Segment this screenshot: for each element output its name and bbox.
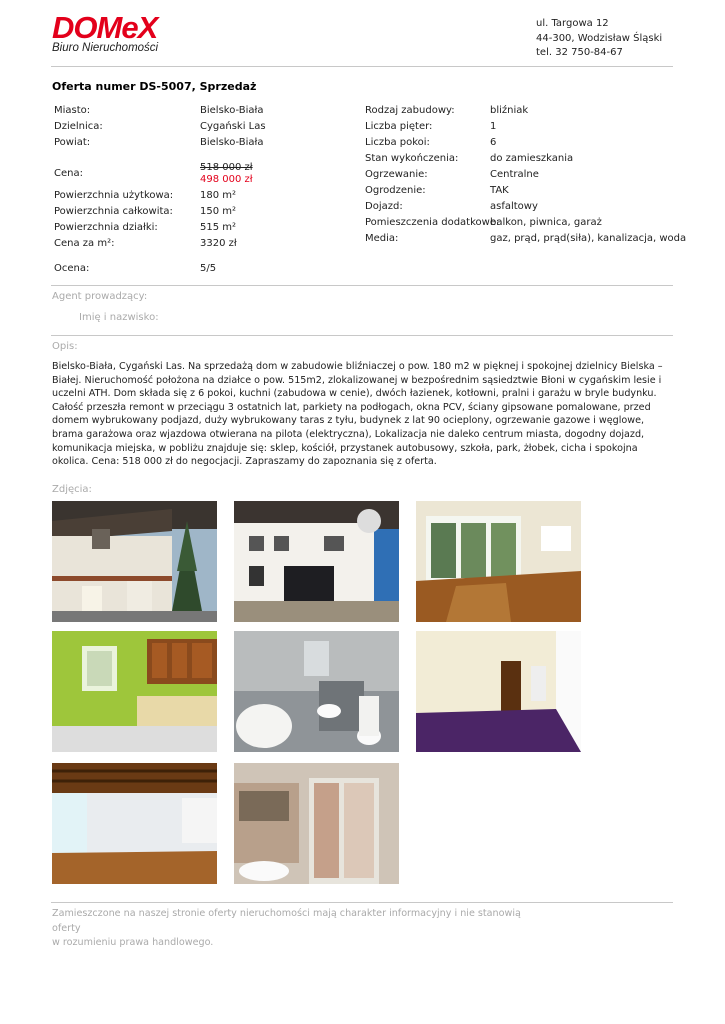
photo-shower[interactable] [234,763,399,884]
divider [51,66,673,67]
detail-label: Powierzchnia działki: [54,222,158,233]
photo-bathroom[interactable] [234,631,399,752]
disclaimer-line: w rozumieniu prawa handlowego. [52,937,214,948]
divider [51,285,673,286]
detail-value: 515 m² [200,222,237,233]
detail-value: Centralne [490,169,539,180]
detail-value: TAK [490,185,509,196]
company-address-line1: ul. Targowa 12 [536,18,609,29]
photo-kitchen[interactable] [52,631,217,752]
legal-disclaimer [52,907,552,951]
detail-value: 6 [490,137,497,148]
rating-value: 5/5 [200,263,217,274]
detail-label: Media: [365,233,399,244]
detail-value: 150 m² [200,206,237,217]
detail-value: 1 [490,121,497,132]
detail-label: Liczba pięter: [365,121,433,132]
description-section-label: Opis: [52,341,78,352]
detail-value: bliźniak [490,105,529,116]
agent-name-label: Imię i nazwisko: [79,312,159,323]
detail-value: do zamieszkania [490,153,574,164]
company-address-line2: 44-300, Wodzisław Śląski [536,32,663,44]
detail-value: Bielsko-Biała [200,137,264,148]
detail-label: Ocena: [54,263,90,274]
logo-subtitle: Biuro Nieruchomości [52,42,159,54]
detail-label: Powierzchnia całkowita: [54,206,173,217]
photo-living-room[interactable] [416,501,581,622]
detail-value: Cygański Las [200,121,266,132]
detail-label: Miasto: [54,105,91,116]
detail-label: Powierzchnia użytkowa: [54,190,174,201]
company-logo [52,12,158,54]
detail-label: Ogrzewanie: [365,169,428,180]
photo-attic-room[interactable] [52,763,217,884]
disclaimer-line: Zamieszczone na naszej stronie oferty nieruchomości mają charakter informacyjny i nie stanowią oferty [52,908,521,934]
company-contact [536,17,662,61]
photo-house-front[interactable] [52,501,217,622]
price-old: 518 000 zł [200,162,253,173]
detail-label: Cena za m²: [54,238,115,249]
detail-value: gaz, prąd, prąd(siła), kanalizacja, woda [490,233,687,244]
detail-label: Liczba pokoi: [365,137,430,148]
detail-value: Bielsko-Biała [200,105,264,116]
description-text: Bielsko-Biała, Cygański Las. Na sprzedażą dom w zabudowie bliźniaczej o pow. 180 m2 w pięknej i spokojnej dzielnicy Bielska – Białej. Nieruchomość położona na działce o pow. 515m2, zlokalizowanej w bezpośrednim sąsiedztwie Błoni w cygańskim lesie i uczelni ATH. Dom składa się z 6 pokoi, kuchni (zabudowa w cenie), dwóch łazienek, kotłowni, pralni i garażu w bryle budynku. Całość przeszła remont w przeciągu 3 ostatnich lat, parkiety na podłogach, okna PCV, ściany gipsowane pomalowane, przed domem wybrukowany podjazd, duży wybrukowany taras z tyłu, budynek z lat 90 ocieplony, ogrzewanie gazowe i węglowe, brama garażowa oraz wjazdowa otwierana na pilota (elektryczna), Lokalizacja nie daleko centrum miasta, dogodny dojazd, komunikacja miejska, w pobliżu znajduje się: sklep, kościół, przystanek autobusowy, szkoła, park, żłobek, cicha i spokojna okolica. Cena: 518 000 zł do negocjacji. Zapraszamy do zapoznania się z oferta. [52,361,663,468]
logo-brand: DOMeX [52,10,158,45]
photos-section-label: Zdjęcia: [52,484,92,495]
divider [51,902,673,903]
price-label: Cena: [54,168,83,179]
detail-label: Dojazd: [365,201,403,212]
photo-house-back[interactable] [234,501,399,622]
detail-value: asfaltowy [490,201,538,212]
detail-label: Rodzaj zabudowy: [365,105,455,116]
detail-label: Ogrodzenie: [365,185,426,196]
offer-title: Oferta numer DS-5007, Sprzedaż [52,80,257,93]
detail-label: Powiat: [54,137,91,148]
photo-room-purple-floor[interactable] [416,631,581,752]
detail-label: Pomieszczenia dodatkowe: [365,217,500,228]
detail-value: balkon, piwnica, garaż [490,217,602,228]
detail-label: Stan wykończenia: [365,153,459,164]
agent-section-label: Agent prowadzący: [52,291,148,302]
divider [51,335,673,336]
company-phone: tel. 32 750-84-67 [536,47,623,58]
price-new: 498 000 zł [200,174,253,185]
detail-label: Dzielnica: [54,121,103,132]
detail-value: 180 m² [200,190,237,201]
detail-value: 3320 zł [200,238,237,249]
